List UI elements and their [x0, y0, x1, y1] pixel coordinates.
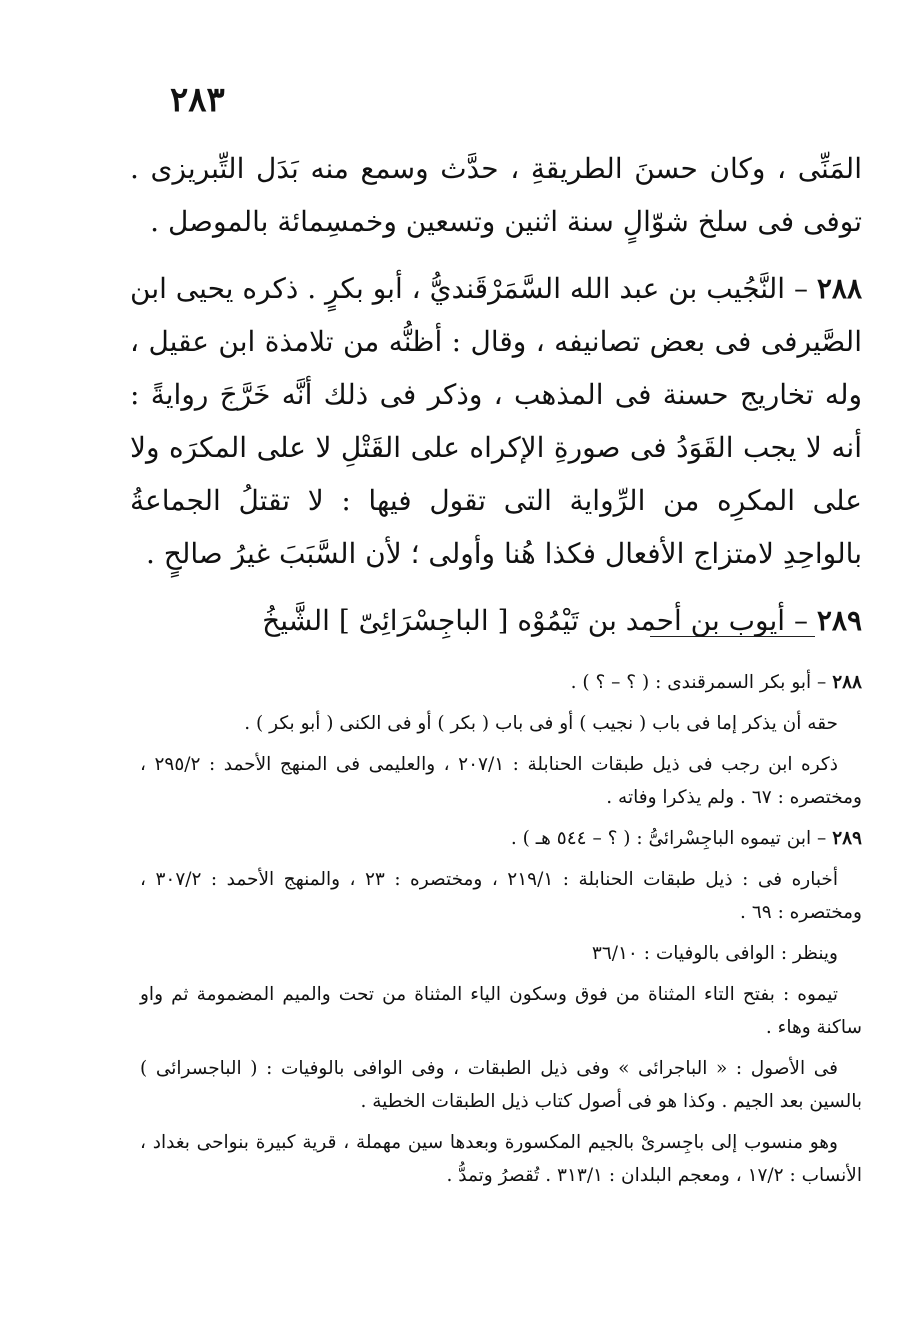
footnote-line	[140, 978, 862, 1044]
entry-text: – أيوب بن أحمد بن تَيْمُوْه [ الباجِسْرَائِىّ ] الشَّيخُ	[262, 604, 817, 637]
main-text	[130, 142, 862, 661]
footnote-line	[140, 707, 862, 740]
paragraph-continuation	[130, 142, 862, 248]
footnote-text: حقه أن يذكر إما فى باب ( نجيب ) أو فى باب ( بكر ) أو فى الكنى ( أبو بكر ) .	[244, 713, 838, 734]
footnote-289-heading	[140, 822, 862, 855]
footnote-line	[140, 937, 862, 970]
footnote-number: ٢٨٩	[832, 828, 862, 849]
footnote-text: وينظر : الوافى بالوفيات : ٣٦/١٠	[591, 943, 838, 964]
footnote-line	[140, 863, 862, 929]
footnote-text: فى الأصول : « الباجرائى » وفى ذيل الطبقات ، وفى الوافى بالوفيات : ( الباجسرائى ) بالسين بعد الجيم . وكذا هو فى أصول كتاب ذيل الطبقات الخطية .	[140, 1058, 862, 1112]
footnote-divider	[650, 636, 815, 637]
footnote-text: ذكره ابن رجب فى ذيل طبقات الحنابلة : ٢٠٧/١ ، والعليمى فى المنهج الأحمد : ٢٩٥/٢ ، ومختصره : ٦٧ . ولم يذكرا وفاته .	[140, 754, 862, 808]
entry-289	[130, 594, 862, 647]
footnote-288-heading	[140, 666, 862, 699]
paragraph-text: المَنِّى ، وكان حسنَ الطريقةِ ، حدَّث وسمع منه بَدَل التِّبريزى . توفى فى سلخ شوّالٍ سنة اثنين وتسعين وخمسِمائة بالموصل .	[130, 152, 862, 238]
footnote-text: تيموه : بفتح التاء المثناة من فوق وسكون الياء المثناة من تحت والميم المضمومة ثم واو ساكنة وهاء .	[140, 984, 862, 1038]
entry-text: – النَّجُيب بن عبد الله السَّمَرْقَنديُّ ، أبو بكرٍ . ذكره يحيى ابن الصَّيرفى فى بعض تصانيفه ، وقال : أظنُّه من تلامذة ابن عقيل ، وله تخاريج حسنة فى المذهب ، وذكر فى ذلك أنَّه خَرَّجَ روايةً : أنه لا يجب القَوَدُ فى صورةِ الإكراه على القَتْلِ لا على المكرَه ولا على المكرِه من الرِّواية التى تقول فيها : لا تقتلُ الجماعةُ بالواحِدِ لامتزاج الأفعال فكذا هُنا وأولى ؛ لأن السَّبَبَ غيرُ صالحٍ .	[130, 272, 862, 570]
footnote-line	[140, 748, 862, 814]
footnotes	[140, 666, 862, 1200]
footnote-line	[140, 1126, 862, 1192]
entry-number: ٢٨٩	[816, 604, 862, 637]
footnote-text: وهو منسوب إلى باجِسرىْ بالجيم المكسورة وبعدها سين مهملة ، قرية كبيرة بنواحى بغداد ، الأنساب : ١٧/٢ ، ومعجم البلدان : ٣١٣/١ . تُقصرُ وتمدُّ .	[140, 1132, 862, 1186]
footnote-text: – ابن تيموه الباجِسْرائىُّ : ( ؟ – ٥٤٤ هـ ) .	[510, 828, 833, 849]
page-number: ٢٨٣	[170, 80, 225, 120]
entry-number: ٢٨٨	[816, 272, 863, 305]
footnote-number: ٢٨٨	[832, 672, 862, 693]
footnote-line	[140, 1052, 862, 1118]
footnote-text: أخباره فى : ذيل طبقات الحنابلة : ٢١٩/١ ، ومختصره : ٢٣ ، والمنهج الأحمد : ٣٠٧/٢ ، ومختصره : ٦٩ .	[140, 869, 862, 923]
entry-288	[130, 262, 862, 580]
footnote-text: – أبو بكر السمرقندى : ( ؟ – ؟ ) .	[570, 672, 833, 693]
